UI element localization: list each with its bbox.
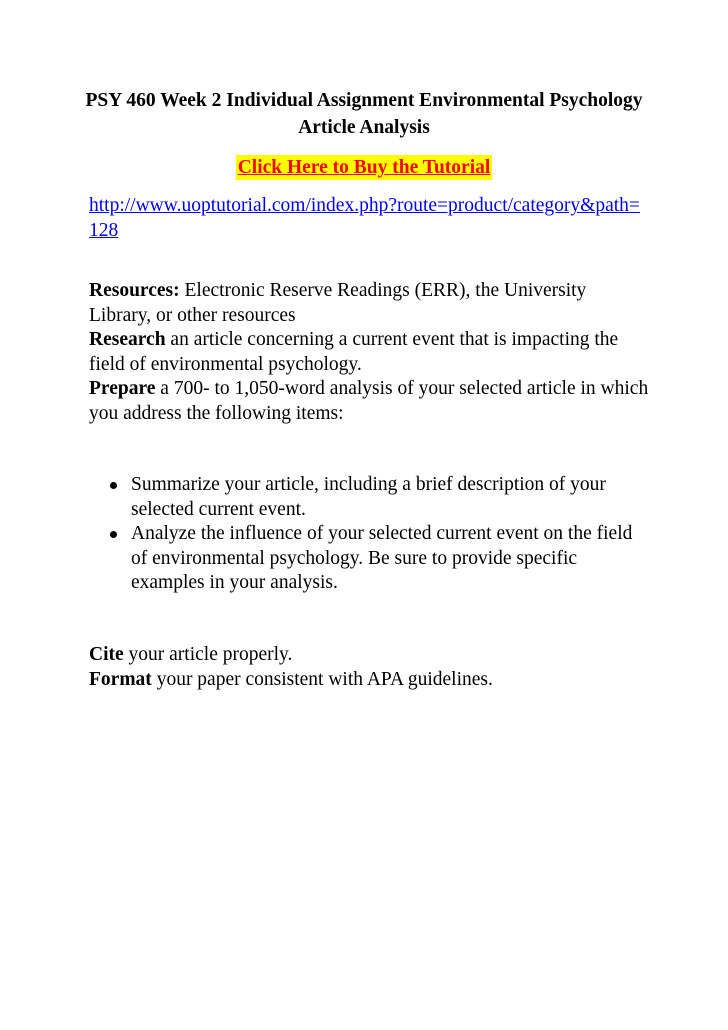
list-item-text: Summarize your article, including a brief description of your selected current event. bbox=[131, 474, 606, 520]
cite-paragraph bbox=[89, 643, 649, 668]
list-item bbox=[89, 473, 649, 522]
format-text: your paper consistent with APA guidelines. bbox=[151, 668, 493, 690]
cite-label: Cite bbox=[89, 644, 124, 665]
buy-link-container bbox=[0, 155, 728, 180]
prepare-label: Prepare bbox=[89, 378, 156, 399]
bullet-icon bbox=[110, 531, 117, 538]
format-paragraph bbox=[89, 668, 649, 693]
research-label: Research bbox=[89, 329, 166, 350]
document-title: PSY 460 Week 2 Individual Assignment Environmental Psychology Article Analysis bbox=[85, 90, 643, 138]
resources-paragraph bbox=[89, 279, 649, 328]
format-label: Format bbox=[89, 668, 152, 690]
list-item bbox=[89, 522, 649, 596]
research-paragraph bbox=[89, 328, 649, 377]
tutorial-url-link[interactable]: http://www.uoptutorial.com/index.php?route=product/category&path=128 bbox=[89, 195, 640, 241]
resources-label: Resources: bbox=[89, 280, 180, 301]
resources-text: Electronic Reserve Readings (ERR), the University Library, or other resources bbox=[89, 280, 587, 326]
research-text: an article concerning a current event that is impacting the field of environmental psychology. bbox=[89, 329, 619, 375]
requirements-list bbox=[89, 473, 649, 596]
instructions-block bbox=[89, 279, 649, 426]
prepare-paragraph bbox=[89, 377, 649, 426]
buy-tutorial-link[interactable]: Click Here to Buy the Tutorial bbox=[237, 157, 491, 178]
list-item-text: Analyze the influence of your selected current event on the field of environmental psychology. Be sure to provide specific examples in your analysis. bbox=[131, 523, 633, 593]
prepare-text: a 700- to 1,050-word analysis of your selected article in which you address the following items: bbox=[89, 378, 649, 424]
closing-block bbox=[89, 643, 649, 692]
bullet-icon bbox=[110, 482, 117, 489]
cite-text: your article properly. bbox=[123, 644, 293, 665]
